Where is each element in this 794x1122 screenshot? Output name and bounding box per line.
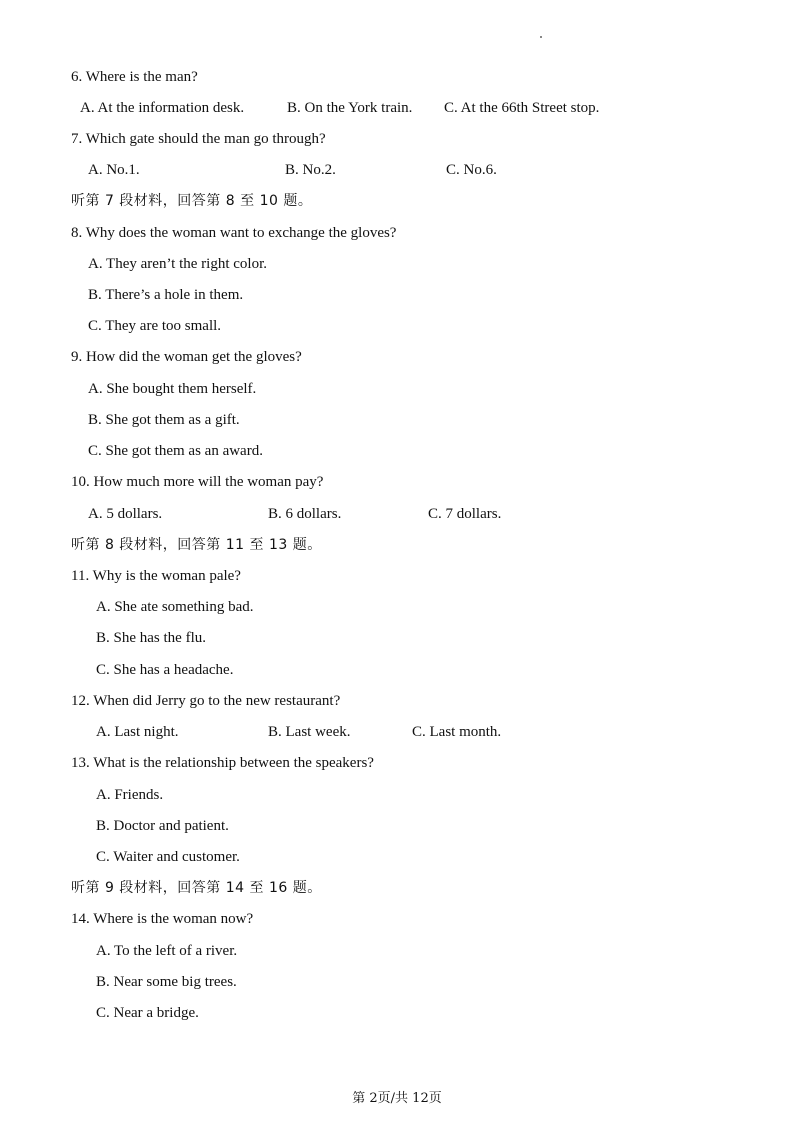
question-11-option-b: B. She has the flu. <box>96 630 206 646</box>
question-7-option-b: B. No.2. <box>285 162 336 178</box>
question-7-options <box>0 160 794 180</box>
question-14-option-c: C. Near a bridge. <box>96 1005 199 1021</box>
question-12-option-b: B. Last week. <box>268 724 351 740</box>
section-heading-8: 听第 8 段材料，回答第 11 至 13 题。 <box>71 537 322 553</box>
question-6-stem: 6. Where is the man? <box>71 69 198 85</box>
question-9-option-c: C. She got them as an award. <box>88 443 263 459</box>
question-6-option-a: A. At the information desk. <box>80 100 245 116</box>
question-13-option-a: A. Friends. <box>96 787 164 803</box>
question-12-options <box>0 722 794 742</box>
question-14-stem: 14. Where is the woman now? <box>71 911 254 927</box>
question-10-options <box>0 504 794 524</box>
question-11-stem: 11. Why is the woman pale? <box>71 568 241 584</box>
question-9-option-b: B. She got them as a gift. <box>88 412 240 428</box>
question-9-option-a: A. She bought them herself. <box>88 381 257 397</box>
question-10-option-a: A. 5 dollars. <box>88 506 163 522</box>
question-6-option-b: B. On the York train. <box>287 100 413 116</box>
question-10-option-b: B. 6 dollars. <box>268 506 342 522</box>
question-7-option-c: C. No.6. <box>446 162 497 178</box>
question-14-option-a: A. To the left of a river. <box>96 943 238 959</box>
question-13-stem: 13. What is the relationship between the speakers? <box>71 755 374 771</box>
question-7-option-a: A. No.1. <box>88 162 140 178</box>
question-8-option-a: A. They aren’t the right color. <box>88 256 267 272</box>
scan-speck <box>540 36 542 38</box>
question-12-stem: 12. When did Jerry go to the new restaurant? <box>71 693 341 709</box>
question-8-option-b: B. There’s a hole in them. <box>88 287 244 303</box>
section-heading-9: 听第 9 段材料，回答第 14 至 16 题。 <box>71 880 322 896</box>
question-14-option-b: B. Near some big trees. <box>96 974 237 990</box>
question-9-stem: 9. How did the woman get the gloves? <box>71 349 302 365</box>
question-7-stem: 7. Which gate should the man go through? <box>71 131 326 147</box>
question-10-stem: 10. How much more will the woman pay? <box>71 474 324 490</box>
question-11-option-c: C. She has a headache. <box>96 662 234 678</box>
section-heading-7: 听第 7 段材料，回答第 8 至 10 题。 <box>71 193 313 209</box>
question-8-option-c: C. They are too small. <box>88 318 222 334</box>
question-13-option-c: C. Waiter and customer. <box>96 849 240 865</box>
question-12-option-c: C. Last month. <box>412 724 502 740</box>
question-6-options <box>0 98 794 118</box>
question-11-option-a: A. She ate something bad. <box>96 599 254 615</box>
question-12-option-a: A. Last night. <box>96 724 179 740</box>
question-13-option-b: B. Doctor and patient. <box>96 818 229 834</box>
question-10-option-c: C. 7 dollars. <box>428 506 502 522</box>
page-number-footer: 第 2页/共 12页 <box>352 1091 442 1106</box>
question-8-stem: 8. Why does the woman want to exchange the gloves? <box>71 225 397 241</box>
question-6-option-c: C. At the 66th Street stop. <box>444 100 600 116</box>
